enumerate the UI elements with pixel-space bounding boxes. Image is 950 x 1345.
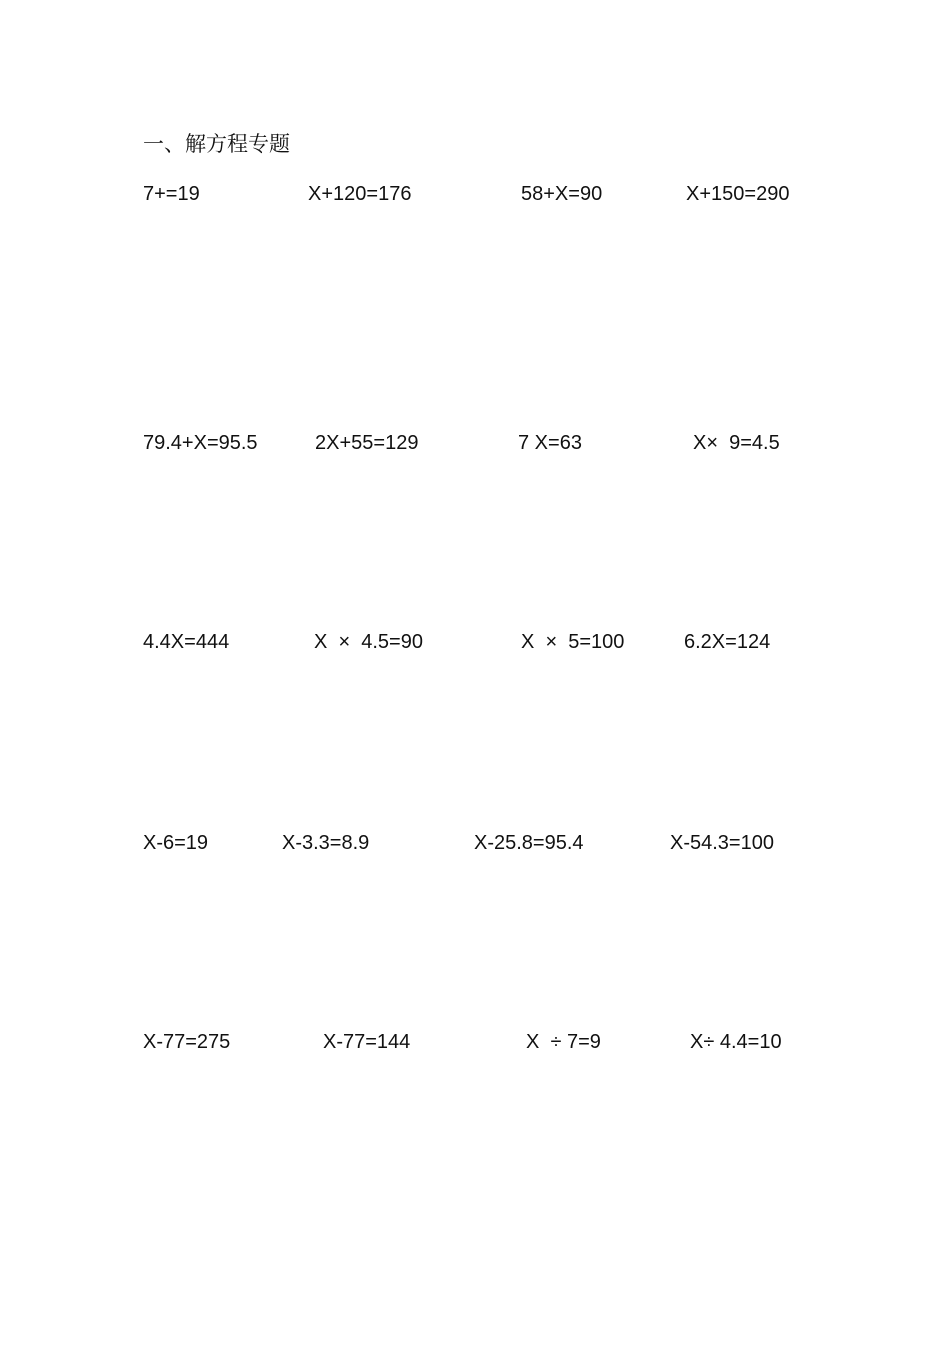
equation: X+120=176 xyxy=(308,183,412,205)
equation: X+150=290 xyxy=(686,183,790,205)
equation: X-77=144 xyxy=(323,1031,411,1053)
equation: 58+X=90 xyxy=(521,183,603,205)
equation: X÷ 4.4=10 xyxy=(690,1031,782,1053)
equation-row-4 xyxy=(0,828,950,858)
section-title: 一、解方程专题 xyxy=(143,132,290,156)
equation-row-1 xyxy=(0,179,950,209)
equation: X × 5=100 xyxy=(521,631,625,653)
equation: X ÷ 7=9 xyxy=(526,1031,601,1053)
equation: 7 X=63 xyxy=(518,432,582,454)
equation-row-5 xyxy=(0,1027,950,1057)
equation: X-77=275 xyxy=(143,1031,231,1053)
equation: X× 9=4.5 xyxy=(693,432,780,454)
equation-row-3 xyxy=(0,627,950,657)
equation: 7+=19 xyxy=(143,183,200,205)
equation: 4.4X=444 xyxy=(143,631,230,653)
equation: 79.4+X=95.5 xyxy=(143,432,258,454)
equation: X-3.3=8.9 xyxy=(282,832,370,854)
equation: X-6=19 xyxy=(143,832,209,854)
equation: 6.2X=124 xyxy=(684,631,771,653)
equation-row-2 xyxy=(0,428,950,458)
equation: X-25.8=95.4 xyxy=(474,832,584,854)
equation: X-54.3=100 xyxy=(670,832,774,854)
equation: 2X+55=129 xyxy=(315,432,419,454)
equation: X × 4.5=90 xyxy=(314,631,423,653)
